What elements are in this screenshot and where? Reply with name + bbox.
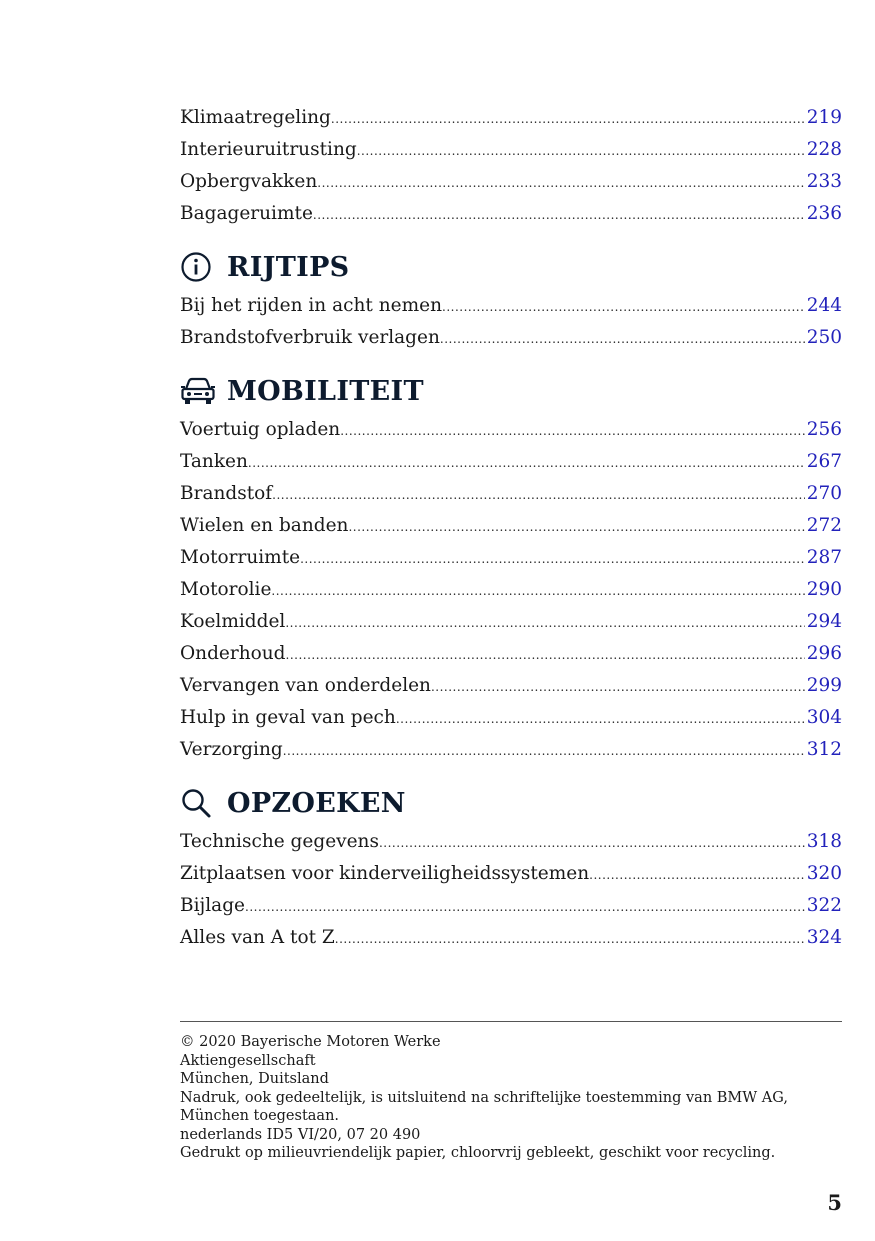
leader-dots (589, 859, 805, 891)
toc-entry-motorolie[interactable] (180, 574, 842, 606)
table-of-contents (180, 102, 842, 954)
toc-entry-technische-gegevens[interactable] (180, 826, 842, 858)
leader-dots (271, 575, 804, 607)
toc-page-link[interactable]: 287 (806, 547, 842, 568)
company-line: Aktiengesellschaft (180, 1052, 316, 1069)
toc-page-link[interactable]: 296 (806, 643, 842, 664)
toc-page-link[interactable]: 244 (806, 295, 842, 316)
toc-page-link[interactable]: 324 (806, 927, 842, 948)
toc-entry-title: Brandstofverbruik verlagen (180, 327, 440, 348)
toc-page-link[interactable]: 219 (806, 107, 842, 128)
toc-entry-bij-het-rijden[interactable] (180, 290, 842, 322)
leader-dots (272, 479, 805, 511)
leader-dots (357, 135, 805, 167)
toc-page-link[interactable]: 320 (806, 863, 842, 884)
toc-page-link[interactable]: 304 (806, 707, 842, 728)
toc-entry-title: Technische gegevens (180, 831, 379, 852)
page-number: 5 (827, 1190, 842, 1215)
toc-entry-interieuruitrusting[interactable] (180, 134, 842, 166)
toc-entry-bijlage[interactable] (180, 890, 842, 922)
toc-page-link[interactable]: 256 (806, 419, 842, 440)
toc-page-link[interactable]: 233 (806, 171, 842, 192)
leader-dots (431, 671, 805, 703)
leader-dots (286, 639, 805, 671)
toc-entry-title: Vervangen van onderdelen (180, 675, 431, 696)
toc-entry-title: Motorolie (180, 579, 272, 600)
toc-page-link[interactable]: 294 (806, 611, 842, 632)
toc-page-link[interactable]: 228 (806, 139, 842, 160)
leader-dots (331, 103, 805, 135)
leader-dots (245, 891, 805, 923)
leader-dots (313, 199, 805, 231)
toc-entry-tanken[interactable] (180, 446, 842, 478)
leader-dots (348, 511, 804, 543)
copyright-line: © 2020 Bayerische Motoren Werke (180, 1034, 441, 1050)
reprint-notice: Nadruk, ook gedeeltelijk, is uitsluitend na schriftelijke toestemming van BMW AG, München toegestaan. (180, 1089, 788, 1124)
toc-entry-wielen-en-banden[interactable] (180, 510, 842, 542)
paper-notice: Gedrukt op milieuvriendelijk papier, chloorvrij gebleekt, geschikt voor recycling. (180, 1145, 776, 1161)
toc-entry-title: Alles van A tot Z (180, 927, 335, 948)
imprint-footer (180, 1021, 842, 1163)
leader-dots (283, 735, 805, 767)
toc-page-link[interactable]: 318 (806, 831, 842, 852)
toc-entry-koelmiddel[interactable] (180, 606, 842, 638)
toc-entry-title: Verzorging (180, 739, 283, 760)
section-title: MOBILITEIT (227, 375, 424, 407)
toc-entry-verzorging[interactable] (180, 734, 842, 766)
leader-dots (285, 607, 804, 639)
toc-page-link[interactable]: 236 (806, 203, 842, 224)
leader-dots (379, 827, 805, 859)
toc-entry-vervangen-van-onderdelen[interactable] (180, 670, 842, 702)
toc-entry-onderhoud[interactable] (180, 638, 842, 670)
toc-entry-title: Wielen en banden (180, 515, 349, 536)
toc-entry-motorruimte[interactable] (180, 542, 842, 574)
toc-top-group (180, 102, 842, 230)
leader-dots (248, 447, 805, 479)
toc-entry-title: Brandstof (180, 483, 273, 504)
section-heading-rijtips (180, 244, 842, 290)
toc-entry-alles-van-a-tot-z[interactable] (180, 922, 842, 954)
toc-page-link[interactable]: 250 (806, 327, 842, 348)
toc-entry-title: Klimaatregeling (180, 107, 331, 128)
leader-dots (335, 923, 805, 955)
leader-dots (317, 167, 804, 199)
toc-entry-brandstof[interactable] (180, 478, 842, 510)
toc-entry-title: Bij het rijden in acht nemen (180, 295, 442, 316)
toc-page-link[interactable]: 322 (806, 895, 842, 916)
toc-page-link[interactable]: 270 (806, 483, 842, 504)
toc-entry-title: Bagageruimte (180, 203, 313, 224)
toc-page-link[interactable]: 299 (806, 675, 842, 696)
toc-entry-brandstofverbruik[interactable] (180, 322, 842, 354)
toc-entry-title: Hulp in geval van pech (180, 707, 396, 728)
location-line: München, Duitsland (180, 1071, 329, 1087)
toc-entry-title: Koelmiddel (180, 611, 286, 632)
section-title: OPZOEKEN (227, 787, 406, 819)
toc-entry-title: Bijlage (180, 895, 245, 916)
toc-entry-zitplaatsen-kinderveiligheid[interactable] (180, 858, 842, 890)
toc-entry-title: Tanken (180, 451, 248, 472)
leader-dots (442, 291, 805, 323)
toc-page-link[interactable]: 267 (806, 451, 842, 472)
toc-entry-title: Opbergvakken (180, 171, 318, 192)
toc-entry-voertuig-opladen[interactable] (180, 414, 842, 446)
toc-entry-title: Interieuruitrusting (180, 139, 357, 160)
section-heading-mobiliteit (180, 368, 842, 414)
toc-page-link[interactable]: 312 (806, 739, 842, 760)
info-circle-icon (180, 252, 216, 282)
leader-dots (300, 543, 805, 575)
toc-entry-title: Zitplaatsen voor kinderveiligheidssystemen (180, 863, 590, 884)
leader-dots (396, 703, 805, 735)
toc-entry-klimaatregeling[interactable] (180, 102, 842, 134)
leader-dots (440, 323, 805, 355)
section-heading-opzoeken (180, 780, 842, 826)
toc-page-link[interactable]: 272 (806, 515, 842, 536)
toc-entry-title: Voertuig opladen (180, 419, 341, 440)
toc-entry-hulp-bij-pech[interactable] (180, 702, 842, 734)
toc-entry-title: Onderhoud (180, 643, 286, 664)
section-title: RIJTIPS (227, 251, 350, 283)
toc-entry-opbergvakken[interactable] (180, 166, 842, 198)
magnifier-icon (180, 788, 216, 818)
car-front-icon (180, 376, 216, 406)
leader-dots (340, 415, 804, 447)
toc-entry-bagageruimte[interactable] (180, 198, 842, 230)
toc-entry-title: Motorruimte (180, 547, 301, 568)
edition-line: nederlands ID5 VI/20, 07 20 490 (180, 1126, 421, 1143)
toc-page-link[interactable]: 290 (806, 579, 842, 600)
